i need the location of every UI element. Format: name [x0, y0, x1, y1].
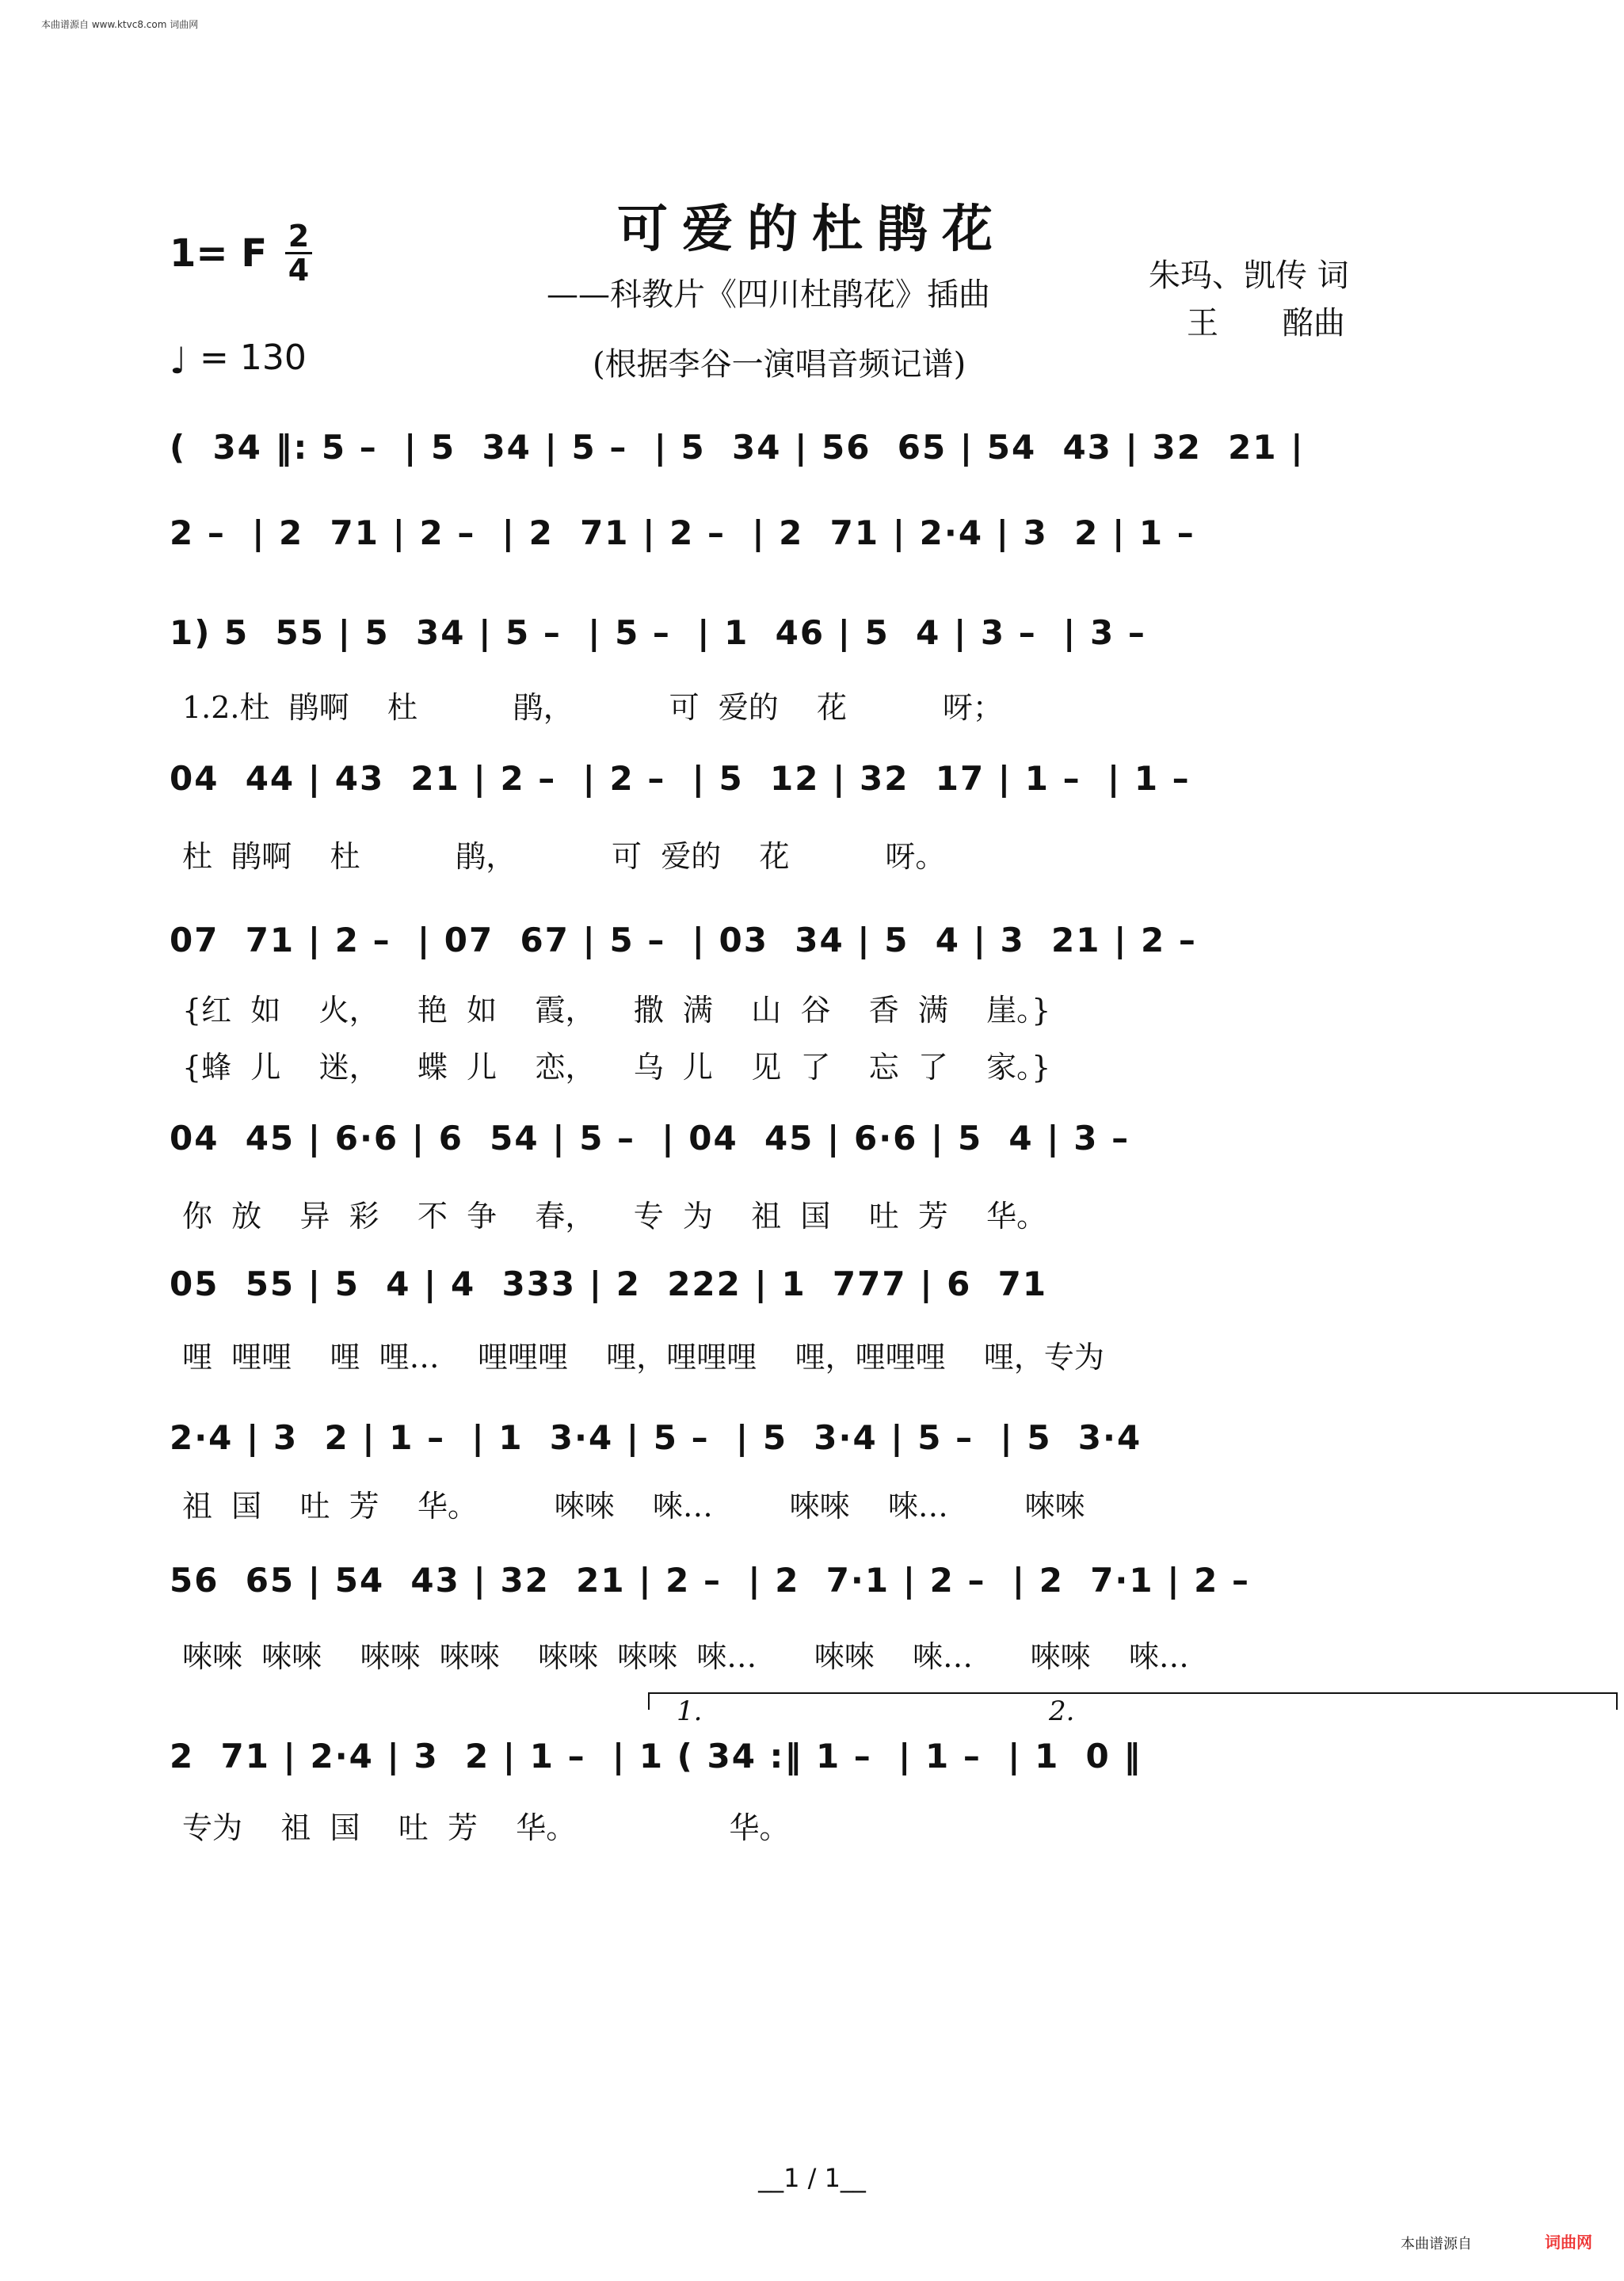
- brand-logo: 词曲网: [1545, 2233, 1592, 2252]
- lyric-line: 杜 鹃啊 杜 鹃， 可 爱的 花 呀。: [182, 839, 946, 874]
- tempo-value: = 130: [200, 338, 307, 378]
- lyric-line: 祖 国 吐 芳 华。 唻唻 唻… 唻唻 唻… 唻唻: [182, 1489, 1085, 1524]
- lyric-line: 唻唻 唻唻 唻唻 唻唻 唻唻 唻唻 唻… 唻唻 唻… 唻唻 唻…: [182, 1639, 1189, 1674]
- volta-2-label: 2.: [1049, 1695, 1075, 1727]
- notation-line: 2·4 | 3 2 | 1 – | 1 3·4 | 5 – | 5 3·4 | 5 – | 5 3·4: [170, 1418, 1142, 1457]
- volta-1-label: 1.: [677, 1695, 703, 1727]
- song-subtitle: ——科教片《四川杜鹃花》插曲: [547, 277, 990, 313]
- key-signature: 1= F: [170, 231, 268, 276]
- notation-line: ( 34 ‖: 5 – | 5 34 | 5 – | 5 34 | 56 65 | 54 43 | 32 21 |: [170, 428, 1305, 467]
- lyric-line: 哩 哩哩 哩 哩… 哩哩哩 哩，哩哩哩 哩，哩哩哩 哩，专为: [182, 1340, 1104, 1375]
- notation-line: 04 45 | 6·6 | 6 54 | 5 – | 04 45 | 6·6 | 5 4 | 3 –: [170, 1119, 1143, 1158]
- notation-line: 2 – | 2 71 | 2 – | 2 71 | 2 – | 2 71 | 2·4 | 3 2 | 1 –: [170, 513, 1209, 552]
- lyric-line: 1.2.杜 鹃啊 杜 鹃， 可 爱的 花 呀；: [182, 690, 1003, 725]
- composer-credit: 王 酩曲: [1187, 305, 1345, 341]
- lyric-line: {蜂 儿 迷， 蝶 儿 恋， 乌 儿 见 了 忘 了 家。}: [182, 1050, 1051, 1085]
- source-note-top: 本曲谱源自 www.ktvc8.com 词曲网: [41, 19, 199, 30]
- transcription-note: (根据李谷一演唱音频记谱): [593, 346, 966, 383]
- volta-bracket: [648, 1692, 1618, 1710]
- time-signature: [285, 219, 312, 288]
- lyricist-credit: 朱玛、凯传 词: [1149, 257, 1349, 294]
- page-number: __1 / 1__: [758, 2163, 866, 2193]
- notation-line: 07 71 | 2 – | 07 67 | 5 – | 03 34 | 5 4 | 3 21 | 2 –: [170, 921, 1210, 959]
- notation-line: 05 55 | 5 4 | 4 333 | 2 222 | 1 777 | 6 71: [170, 1264, 1048, 1303]
- lyric-line: {红 如 火， 艳 如 霞， 撒 满 山 谷 香 满 崖。}: [182, 993, 1051, 1028]
- notation-line: 1) 5 55 | 5 34 | 5 – | 5 – | 1 46 | 5 4 | 3 – | 3 –: [170, 613, 1160, 652]
- lyric-line: 你 放 异 彩 不 争 春， 专 为 祖 国 吐 芳 华。: [182, 1199, 1047, 1234]
- notation-line: 56 65 | 54 43 | 32 21 | 2 – | 2 7·1 | 2 – | 2 7·1 | 2 –: [170, 1561, 1264, 1600]
- side-watermark-left: [3, 48, 13, 2233]
- time-top: 2: [288, 219, 310, 254]
- song-title: 可爱的杜鹃花: [617, 200, 1007, 259]
- quarter-note-icon: ♩: [170, 339, 187, 382]
- time-bottom: 4: [288, 253, 310, 288]
- notation-line: 04 44 | 43 21 | 2 – | 2 – | 5 12 | 32 17 | 1 – | 1 –: [170, 759, 1204, 798]
- lyric-line: 专为 祖 国 吐 芳 华。 华。: [182, 1810, 790, 1845]
- side-watermark-right: [1611, 48, 1621, 2233]
- source-note-bottom: 本曲谱源自: [1401, 2236, 1472, 2252]
- notation-line: 2 71 | 2·4 | 3 2 | 1 – | 1 ( 34 :‖ 1 – | 1 – | 1 0 ‖: [170, 1737, 1142, 1776]
